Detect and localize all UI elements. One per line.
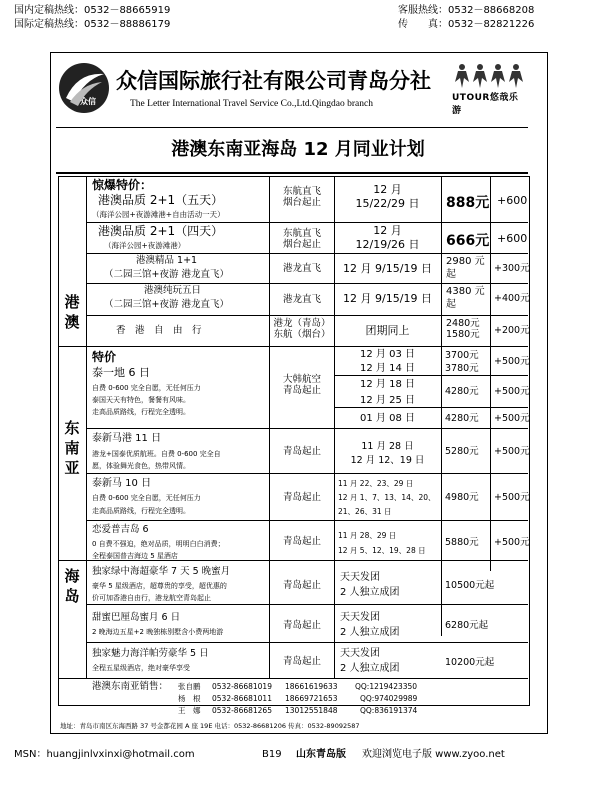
row-sub: （二园三馆+夜游 港龙直飞） [104, 299, 229, 310]
logo-text: 众信 [80, 97, 96, 106]
row-name: 香 港 自 由 行 [116, 325, 202, 336]
tai-extra-2: +500元 [494, 386, 530, 397]
col-line [490, 176, 491, 571]
intl-hotline: 国际定稿热线：0532－88886179 [14, 19, 171, 30]
row-price: 2980 元 起 [446, 256, 485, 280]
row-name: 甜蜜巴厘岛蜜月 6 日 [92, 612, 181, 623]
row-dates: 12 月 15/22/29 日 [355, 183, 420, 210]
tai-date-1: 12 月 03 日 [360, 349, 415, 360]
row-extra: +400元 [494, 293, 530, 304]
row-dates: 12 月 9/15/19 日 [343, 262, 432, 275]
fax-line: 传 真：0532－82821226 [398, 19, 535, 30]
region-gangao: 港 澳 [64, 293, 80, 331]
msn-contact: MSN：huangjinlvxinxi@hotmail.com [14, 749, 195, 760]
row-name: 独家绿中海超豪华 7 天 5 晚蜜月 [92, 566, 231, 577]
row-line [334, 407, 528, 408]
region-divider [58, 346, 528, 347]
row-name: 港澳品质 2+1（四天） [98, 224, 224, 238]
row-price: 6280元起 [445, 620, 489, 631]
row-line [86, 222, 528, 223]
title-rule [56, 172, 528, 174]
row-line [58, 678, 528, 679]
company-english: The Letter International Travel Service Co.,Ltd.Qingdao branch [130, 99, 373, 109]
row-name: 独家魅力海洋帕劳豪华 5 日 [92, 648, 209, 659]
row-line [86, 315, 528, 316]
contact-tel: 0532-86681265 [212, 706, 272, 715]
row-price: 2480元 1580元 [446, 318, 480, 340]
tai-desc: 自费 0-600 完全自愿，无任何压力 泰国天天有特色，餐餐有风味。 走高品质路线，行程完全透明。 [92, 384, 201, 416]
region-haidao: 海 岛 [64, 567, 80, 605]
contact-name: 杨 根 [178, 694, 201, 703]
contact-mobile: 13012551848 [285, 706, 338, 715]
gangao-headline: 惊爆特价： [92, 178, 153, 192]
row-sub: （海洋公园+夜游滩港+自由活动一天） [92, 210, 225, 219]
tai-price-2: 4280元 [445, 386, 479, 397]
row-dates: 天天发团 2 人独立成团 [340, 648, 400, 674]
row-extra: +500元 [494, 446, 530, 457]
row-air: 港龙（青岛） 东航（烟台） [273, 318, 331, 340]
col-line [86, 176, 87, 678]
plan-title: 港澳东南亚海岛 12 月同业计划 [171, 139, 425, 160]
promo-bold: 山东青岛版 [296, 749, 346, 760]
row-dates: 11 月 28 日 12 月 12、19 日 [350, 441, 425, 466]
company-logo [58, 62, 110, 114]
tai-air: 大韩航空 青岛起止 [282, 374, 321, 396]
row-name: 港澳纯玩五日 [144, 285, 202, 296]
row-price: 10500元起 [445, 580, 495, 591]
company-name: 众信国际旅行社有限公司青岛分社 [116, 68, 431, 93]
brand-name: UTOUR悠哉乐游 [452, 93, 519, 116]
row-dates: 11 月 22、23、29 日 12 月 1、7、13、14、20、 21、26、31 日 [338, 479, 436, 516]
row-air: 青岛起止 [282, 446, 321, 457]
row-line [334, 375, 528, 376]
row-line [86, 604, 441, 605]
row-price: 10200元起 [445, 657, 495, 668]
tai-price-3: 4280元 [445, 413, 479, 424]
row-price: 4980元 [445, 492, 479, 503]
tai-extra-3: +500元 [494, 413, 530, 424]
row-air: 港龙直飞 [282, 294, 321, 305]
contact-name: 张自鹏 [178, 682, 201, 691]
row-name: 港澳精品 1+1 [136, 255, 198, 266]
row-air: 青岛起止 [282, 492, 321, 503]
row-line [86, 520, 528, 521]
row-name: 港澳品质 2+1（五天） [98, 193, 224, 207]
row-line [441, 604, 528, 605]
row-sub: （海洋公园+夜游滩港） [104, 241, 186, 250]
row-price: 5880元 [445, 537, 479, 548]
row-desc: 2 晚海边五星+2 晚独栋别墅含小费两地游 [92, 628, 224, 636]
service-hotline: 客服热线：0532－88668208 [398, 5, 535, 16]
row-air: 青岛起止 [282, 656, 321, 667]
address-line: 地址：青岛市南区东海西路 37 号金都花园 A 座 19E 电话：0532-86681206 传真：0532-89092587 [60, 722, 360, 730]
contact-tel: 0532-86681011 [212, 694, 272, 703]
row-dates: 12 月 9/15/19 日 [343, 292, 432, 305]
row-desc: 自费 0-600 完全自愿，无任何压力 走高品质路线，行程完全透明。 [92, 494, 201, 515]
col-line [269, 176, 270, 678]
row-air: 青岛起止 [282, 580, 321, 591]
contact-mobile: 18661619633 [285, 682, 338, 691]
row-line [86, 642, 528, 643]
tai-extra-1: +500元 [494, 356, 530, 367]
row-line [86, 283, 528, 284]
row-extra: +300元 [494, 263, 530, 274]
contact-mobile: 18669721653 [285, 694, 338, 703]
row-extra: +500元 [494, 537, 530, 548]
contact-tel: 0532-86681019 [212, 682, 272, 691]
tai-date-2: 12 月 14 日 [360, 363, 415, 374]
domestic-hotline: 国内定稿热线：0532－88665919 [14, 5, 171, 16]
promo-text: 欢迎浏览电子版 www.zyoo.net [362, 749, 505, 760]
tai-date-3: 12 月 18 日 [360, 379, 415, 390]
row-desc: 全程五星级酒店，绝对豪华享受 [92, 664, 190, 672]
row-dates: 团期同上 [365, 324, 410, 337]
row-extra: +200元 [494, 325, 530, 336]
tai-date-4: 12 月 25 日 [360, 395, 415, 406]
row-extra: +600 [497, 194, 528, 207]
row-air: 东航直飞 烟台起止 [282, 186, 321, 208]
row-air: 青岛起止 [282, 620, 321, 631]
row-price: 888元 [446, 195, 490, 211]
row-dates: 天天发团 2 人独立成团 [340, 572, 400, 598]
row-dates: 11 月 28、29 日 12 月 5、12、19、28 日 [338, 531, 426, 555]
row-dates: 12 月 12/19/26 日 [355, 224, 420, 251]
row-air: 东航直飞 烟台起止 [282, 228, 321, 250]
row-name: 泰新马港 11 日 [92, 433, 162, 444]
col-line [441, 176, 442, 636]
tai-date-5: 01 月 08 日 [360, 413, 415, 424]
row-line [86, 428, 528, 429]
row-extra: +600 [497, 232, 528, 245]
contact-qq: QQ:974029989 [360, 694, 418, 703]
contact-qq: QQ:1219423350 [355, 682, 418, 691]
row-air: 青岛起止 [282, 536, 321, 547]
row-desc: 港龙+国泰优质航班。自费 0-600 完全自 愿，体验舞光食色，热带风情。 [92, 450, 221, 470]
row-desc: 0 自费不强迫，绝对品质，明明白白消费； 全程泰国普吉海边 5 星酒店 [92, 540, 225, 560]
brand-logo [452, 62, 526, 116]
row-name: 泰新马 10 日 [92, 478, 152, 489]
row-price: 666元 [446, 233, 490, 249]
header-rule [56, 127, 528, 128]
row-extra: +500元 [494, 492, 530, 503]
row-dates: 天天发团 2 人独立成团 [340, 612, 400, 638]
tai-price-1: 3700元 3780元 [445, 350, 479, 374]
row-sub: （二园三馆+夜游 港龙直飞） [104, 269, 229, 280]
row-name: 恋爱普吉岛 6 [92, 524, 149, 535]
row-price: 5280元 [445, 446, 479, 457]
page-number: B19 [262, 749, 282, 760]
row-line [86, 253, 528, 254]
contact-name: 王 娜 [178, 706, 201, 715]
contact-qq: QQ:836191374 [360, 706, 418, 715]
region-dny: 东 南 亚 [64, 419, 80, 477]
tai-name: 泰一地 6 日 [92, 366, 150, 379]
row-line [86, 473, 528, 474]
contacts-label: 港澳东南亚销售： [92, 681, 169, 692]
row-price: 4380 元 起 [446, 286, 485, 310]
row-air: 港龙直飞 [282, 263, 321, 274]
row-desc: 豪华 5 星级酒店，超尊贵的享受，超优惠的 价可加香港自由行，港龙航空青岛起止 [92, 582, 227, 602]
dny-headline: 特价 [92, 350, 117, 364]
